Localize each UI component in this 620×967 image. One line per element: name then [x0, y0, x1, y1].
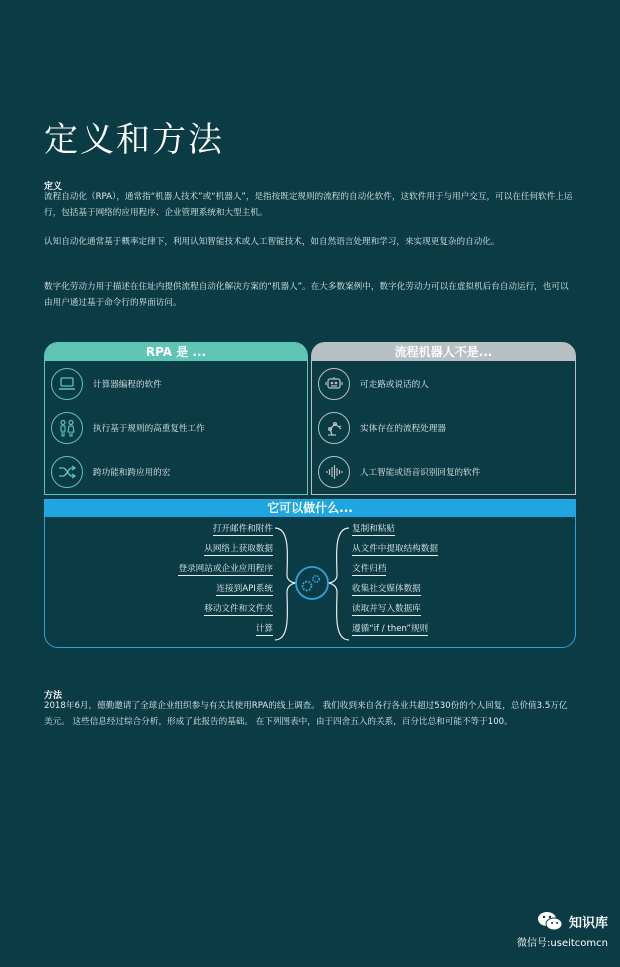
list-item: 计算: [255, 624, 273, 634]
shuffle-icon: [51, 456, 83, 488]
rpa-is-not-panel: [311, 342, 576, 495]
rpa-is-item: 跨功能和跨应用的宏: [51, 454, 170, 490]
rpa-is-item: 执行基于规则的高重复性工作: [51, 410, 205, 446]
robot-icon: [318, 368, 350, 400]
list-item: 文件归档: [352, 564, 387, 574]
list-item: 登录网站或企业应用程序: [178, 564, 273, 574]
soundwave-icon: [318, 456, 350, 488]
rpa-is-not-item: 实体存在的流程处理器: [318, 410, 446, 446]
definition-paragraph-2: 认知自动化通常基于概率定律下，利用认知智能技术或人工智能技术，如自然语言处理和学习，来实现更复杂的自动化。: [44, 237, 500, 247]
list-item: 遵循“if / then”规则: [352, 624, 429, 634]
definition-paragraph-1: 流程自动化（RPA），通常指“机器人技术”或“机器人”，是指按既定规则的流程的自动化软件，这软件用于与用户交互，可以在任何软件上运行，包括基于网络的应用程序、企业管理系统和大型主机。: [44, 192, 573, 218]
people-icon: [51, 412, 83, 444]
definition-heading: 定义: [44, 182, 63, 192]
list-item: 读取并写入数据库: [352, 604, 421, 614]
connector-graphic: [257, 520, 367, 646]
list-item: 收集社交媒体数据: [352, 584, 421, 594]
rpa-is-item: 计算器编程的软件: [51, 366, 162, 402]
watermark-id: 微信号:useitcomcn: [517, 938, 608, 949]
definition-paragraph-3: 数字化劳动力用于描述在住址内提供流程自动化解决方案的“机器人”。在大多数案例中，数字化劳动力可以在虚拟机后台自动运行，也可以由用户通过基于命令行的界面访问。: [44, 282, 569, 308]
list-item: 连接到API系统: [216, 584, 273, 594]
list-item: 复制和粘贴: [352, 524, 395, 534]
rpa-is-not-item: 可走路或说话的人: [318, 366, 429, 402]
rpa-is-heading: RPA 是 ...: [45, 343, 307, 361]
can-do-heading: 它可以做什么...: [45, 500, 575, 517]
list-item: 打开邮件和附件: [212, 524, 273, 534]
wechat-icon: [537, 911, 563, 931]
list-item: 移动文件和文件夹: [204, 604, 273, 614]
list-item: 从网络上获取数据: [204, 544, 273, 554]
method-heading: 方法: [44, 691, 63, 701]
rpa-is-not-heading: 流程机器人不是...: [312, 343, 575, 361]
list-item: 从文件中提取结构数据: [352, 544, 438, 554]
robot-arm-icon: [318, 412, 350, 444]
page-title: 定义和方法: [44, 120, 224, 160]
watermark-name: 知识库: [568, 915, 608, 931]
can-do-box: [44, 499, 576, 648]
rpa-is-panel: [44, 342, 308, 495]
method-paragraph: 2018年6月，德勤邀请了全球企业组织参与有关其使用RPA的线上调查。 我们收到来自各行各业共超过530份的个人回复，总价值3.5万亿美元。 这些信息经过综合分析，形成了此报告的基础。 在下列图表中，由于四舍五入的关系，百分比总和可能不等于100。: [44, 701, 568, 727]
watermark: [517, 911, 608, 949]
laptop-icon: [51, 368, 83, 400]
rpa-is-not-item: 人工智能或语音识别回复的软件: [318, 454, 480, 490]
can-do-right-list: [352, 522, 438, 642]
